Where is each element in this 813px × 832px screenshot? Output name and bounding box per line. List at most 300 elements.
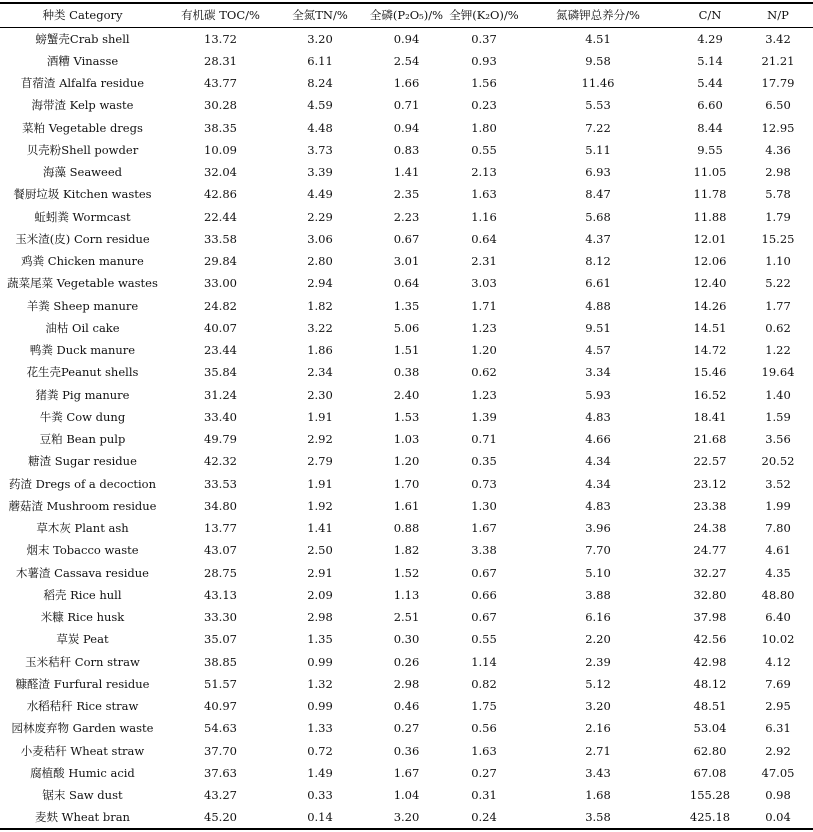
cell-toc: 22.44: [204, 209, 237, 224]
cell-p2o5: 0.46: [393, 699, 420, 714]
cell-tn: 3.73: [307, 142, 333, 157]
cell-np: 1.10: [765, 254, 791, 269]
cell-cn: 11.88: [693, 209, 727, 224]
cell-category: 螃蟹壳Crab shell: [35, 31, 130, 46]
cell-k2o: 0.71: [471, 432, 497, 447]
cell-k2o: 0.93: [471, 53, 497, 68]
cell-p2o5: 0.30: [393, 632, 420, 647]
cell-k2o: 0.37: [471, 31, 497, 46]
cell-p2o5: 1.51: [393, 343, 420, 358]
cell-tn: 2.50: [307, 543, 333, 558]
table-row: [0, 495, 813, 517]
cell-cn: 48.51: [693, 699, 727, 714]
cell-p2o5: 3.01: [393, 254, 420, 269]
cell-p2o5: 1.70: [393, 476, 420, 491]
cell-p2o5: 0.94: [393, 31, 420, 46]
table-row: [0, 718, 813, 740]
cell-cn: 21.68: [693, 432, 727, 447]
cell-category: 糖渣 Sugar residue: [28, 454, 137, 469]
cell-total-npk: 4.51: [585, 31, 611, 46]
cell-toc: 43.07: [204, 543, 237, 558]
cell-toc: 33.00: [204, 276, 237, 291]
cell-cn: 9.55: [697, 142, 723, 157]
cell-cn: 48.12: [693, 676, 727, 691]
cell-k2o: 1.20: [471, 343, 497, 358]
cell-cn: 8.44: [697, 120, 723, 135]
cell-p2o5: 0.27: [393, 721, 420, 736]
cell-category: 花生壳Peanut shells: [26, 365, 139, 380]
cell-tn: 0.72: [307, 743, 333, 758]
cell-cn: 23.38: [693, 498, 727, 513]
table-row: [0, 607, 813, 629]
cell-tn: 2.92: [307, 432, 333, 447]
cell-toc: 30.28: [204, 98, 237, 113]
cell-p2o5: 1.35: [393, 298, 420, 313]
cell-p2o5: 2.98: [393, 676, 420, 691]
cell-k2o: 1.56: [471, 76, 497, 91]
cell-np: 2.92: [765, 743, 791, 758]
table-row: [0, 362, 813, 384]
cell-category: 鸭粪 Duck manure: [29, 343, 136, 358]
cell-np: 1.99: [765, 498, 791, 513]
cell-category: 酒糟 Vinasse: [46, 53, 119, 68]
table-row: [0, 184, 813, 206]
cell-tn: 8.24: [307, 76, 333, 91]
cell-cn: 18.41: [693, 409, 727, 424]
cell-toc: 28.75: [204, 565, 237, 580]
cell-np: 1.40: [765, 387, 791, 402]
cell-category: 糠醛渣 Furfural residue: [15, 676, 150, 691]
cell-np: 48.80: [761, 587, 795, 602]
cell-toc: 29.84: [204, 254, 237, 269]
cell-total-npk: 9.51: [585, 320, 611, 335]
cell-p2o5: 1.53: [393, 409, 420, 424]
cell-total-npk: 4.83: [585, 409, 611, 424]
cell-total-npk: 4.57: [585, 343, 611, 358]
cell-np: 47.05: [761, 765, 795, 780]
cell-k2o: 1.23: [471, 320, 497, 335]
cell-np: 5.78: [765, 187, 791, 202]
cell-k2o: 1.39: [471, 409, 497, 424]
cell-total-npk: 4.34: [585, 476, 611, 491]
cell-total-npk: 4.34: [585, 454, 611, 469]
header-total-npk: 氮磷钾总养分/%: [556, 8, 640, 23]
cell-category: 贝壳粉Shell powder: [26, 142, 139, 157]
cell-p2o5: 1.13: [393, 587, 420, 602]
cell-cn: 12.06: [693, 254, 727, 269]
cell-cn: 11.78: [693, 187, 727, 202]
cell-tn: 1.32: [307, 676, 333, 691]
cell-p2o5: 2.40: [393, 387, 420, 402]
cell-tn: 1.86: [307, 343, 333, 358]
cell-cn: 37.98: [693, 610, 727, 625]
cell-total-npk: 6.16: [585, 610, 611, 625]
cell-category: 腐植酸 Humic acid: [30, 765, 135, 780]
cell-np: 3.56: [765, 432, 791, 447]
table-row: [0, 228, 813, 250]
cell-total-npk: 5.10: [585, 565, 611, 580]
cell-toc: 33.58: [204, 231, 237, 246]
cell-k2o: 3.38: [471, 543, 497, 558]
table-row: [0, 251, 813, 273]
cell-tn: 1.33: [307, 721, 333, 736]
table-row: [0, 340, 813, 362]
table-row: [0, 762, 813, 784]
cell-total-npk: 11.46: [581, 76, 615, 91]
cell-k2o: 0.55: [471, 142, 497, 157]
cell-k2o: 2.31: [471, 254, 497, 269]
cell-tn: 3.39: [307, 165, 333, 180]
table-row: [0, 50, 813, 72]
cell-category: 稻壳 Rice hull: [43, 587, 122, 602]
cell-total-npk: 3.43: [585, 765, 611, 780]
cell-cn: 11.05: [693, 165, 727, 180]
cell-p2o5: 0.67: [393, 231, 420, 246]
cell-total-npk: 4.83: [585, 498, 611, 513]
cell-np: 5.22: [765, 276, 791, 291]
cell-category: 餐厨垃圾 Kitchen wastes: [13, 187, 152, 202]
cell-k2o: 0.27: [471, 765, 497, 780]
cell-k2o: 0.56: [471, 721, 497, 736]
cell-toc: 13.72: [204, 31, 237, 46]
cell-p2o5: 0.64: [393, 276, 420, 291]
cell-category: 猪粪 Pig manure: [35, 387, 130, 402]
cell-p2o5: 1.67: [393, 765, 420, 780]
cell-total-npk: 2.71: [585, 743, 611, 758]
cell-toc: 38.85: [204, 654, 237, 669]
cell-cn: 62.80: [693, 743, 727, 758]
cell-total-npk: 3.58: [585, 810, 611, 825]
cell-np: 17.79: [761, 76, 795, 91]
cell-k2o: 0.82: [471, 676, 497, 691]
cell-cn: 5.14: [697, 53, 723, 68]
cell-category: 玉米秸秆 Corn straw: [25, 654, 140, 669]
cell-toc: 45.20: [204, 810, 237, 825]
cell-total-npk: 3.34: [585, 365, 611, 380]
cell-tn: 2.80: [307, 254, 333, 269]
cell-cn: 6.60: [697, 98, 723, 113]
cell-k2o: 1.14: [471, 654, 497, 669]
cell-tn: 2.29: [307, 209, 333, 224]
cell-category: 麦麸 Wheat bran: [35, 810, 130, 825]
table-row: [0, 28, 813, 50]
cell-category: 油枯 Oil cake: [45, 320, 120, 335]
cell-tn: 0.14: [307, 810, 333, 825]
cell-tn: 3.22: [307, 320, 333, 335]
cell-np: 1.79: [765, 209, 791, 224]
cell-np: 6.40: [765, 610, 791, 625]
cell-toc: 23.44: [204, 343, 237, 358]
cell-category: 蚯蚓粪 Wormcast: [34, 209, 131, 224]
cell-toc: 43.13: [204, 587, 237, 602]
cell-toc: 40.97: [204, 699, 237, 714]
cell-tn: 3.20: [307, 31, 333, 46]
cell-tn: 4.49: [307, 187, 333, 202]
cell-category: 草炭 Peat: [56, 632, 109, 647]
cell-toc: 13.77: [204, 521, 237, 536]
cell-category: 水稻秸秆 Rice straw: [26, 699, 139, 714]
cell-category: 羊粪 Sheep manure: [26, 298, 139, 313]
cell-category: 鸡粪 Chicken manure: [21, 254, 144, 269]
cell-p2o5: 1.82: [393, 543, 420, 558]
cell-cn: 12.40: [693, 276, 727, 291]
cell-total-npk: 7.70: [585, 543, 611, 558]
cell-toc: 35.07: [204, 632, 237, 647]
table-row: [0, 139, 813, 161]
cell-tn: 1.92: [307, 498, 333, 513]
table-row: [0, 95, 813, 117]
cell-toc: 10.09: [204, 142, 237, 157]
cell-category: 小麦秸秆 Wheat straw: [20, 743, 145, 758]
cell-category: 海藻 Seaweed: [42, 165, 122, 180]
cell-p2o5: 1.66: [393, 76, 420, 91]
table-row: [0, 451, 813, 473]
cell-np: 1.77: [765, 298, 791, 313]
table-row: [0, 629, 813, 651]
cell-total-npk: 2.39: [585, 654, 611, 669]
cell-cn: 32.80: [693, 587, 727, 602]
cell-tn: 0.33: [307, 788, 333, 803]
table-row: [0, 540, 813, 562]
cell-toc: 28.31: [204, 53, 237, 68]
cell-toc: 24.82: [204, 298, 237, 313]
cell-category: 蔬菜尾菜 Vegetable wastes: [7, 276, 158, 291]
cell-np: 3.52: [765, 476, 791, 491]
cell-k2o: 1.63: [471, 187, 497, 202]
table-row: [0, 562, 813, 584]
cell-np: 12.95: [761, 120, 795, 135]
cell-tn: 2.91: [307, 565, 333, 580]
cell-np: 4.35: [765, 565, 791, 580]
cell-total-npk: 5.53: [585, 98, 611, 113]
cell-tn: 1.91: [307, 476, 333, 491]
cell-p2o5: 5.06: [393, 320, 420, 335]
cell-p2o5: 3.20: [393, 810, 420, 825]
cell-cn: 32.27: [693, 565, 727, 580]
table-row: [0, 429, 813, 451]
cell-total-npk: 1.68: [585, 788, 611, 803]
cell-category: 菜粕 Vegetable dregs: [22, 120, 143, 135]
cell-total-npk: 4.88: [585, 298, 611, 313]
cell-total-npk: 8.47: [585, 187, 611, 202]
cell-cn: 12.01: [693, 231, 727, 246]
cell-category: 药渣 Dregs of a decoction: [8, 476, 157, 491]
cell-total-npk: 3.96: [585, 521, 611, 536]
header-toc: 有机碳 TOC/%: [181, 8, 260, 23]
cell-p2o5: 0.36: [393, 743, 420, 758]
cell-cn: 42.98: [693, 654, 727, 669]
cell-toc: 43.77: [204, 76, 237, 91]
cell-np: 2.98: [765, 165, 791, 180]
cell-np: 1.59: [765, 409, 791, 424]
cell-p2o5: 1.52: [393, 565, 420, 580]
table-row: [0, 651, 813, 673]
cell-toc: 51.57: [204, 676, 237, 691]
cell-p2o5: 0.88: [393, 521, 420, 536]
cell-toc: 42.32: [204, 454, 237, 469]
cell-p2o5: 0.83: [393, 142, 420, 157]
header-category: 种类 Category: [42, 8, 123, 23]
cell-total-npk: 9.58: [585, 53, 611, 68]
cell-total-npk: 4.66: [585, 432, 611, 447]
cell-np: 0.04: [765, 810, 791, 825]
cell-k2o: 1.30: [471, 498, 497, 513]
cell-k2o: 1.16: [471, 209, 497, 224]
cell-p2o5: 2.23: [393, 209, 420, 224]
cell-p2o5: 2.54: [393, 53, 420, 68]
cell-k2o: 1.80: [471, 120, 497, 135]
cell-tn: 1.82: [307, 298, 333, 313]
cell-cn: 14.72: [693, 343, 727, 358]
cell-k2o: 3.03: [471, 276, 497, 291]
cell-k2o: 1.23: [471, 387, 497, 402]
cell-k2o: 1.63: [471, 743, 497, 758]
cell-np: 0.62: [765, 320, 791, 335]
cell-category: 玉米渣(皮) Corn residue: [15, 231, 150, 246]
cell-total-npk: 2.20: [585, 632, 611, 647]
cell-total-npk: 6.93: [585, 165, 611, 180]
cell-cn: 42.56: [693, 632, 727, 647]
cell-category: 海带渣 Kelp waste: [31, 98, 134, 113]
cell-tn: 2.09: [307, 587, 333, 602]
cell-total-npk: 5.11: [585, 142, 611, 157]
cell-k2o: 0.67: [471, 610, 497, 625]
cell-category: 米糠 Rice husk: [40, 610, 125, 625]
cell-k2o: 0.73: [471, 476, 497, 491]
table-row: [0, 273, 813, 295]
cell-tn: 1.49: [307, 765, 333, 780]
header-np: N/P: [767, 8, 789, 23]
table-row: [0, 696, 813, 718]
table-row: [0, 406, 813, 428]
cell-k2o: 1.75: [471, 699, 497, 714]
cell-np: 7.80: [765, 521, 791, 536]
cell-np: 0.98: [765, 788, 791, 803]
cell-np: 4.12: [765, 654, 791, 669]
cell-cn: 67.08: [693, 765, 727, 780]
cell-k2o: 0.64: [471, 231, 497, 246]
cell-cn: 15.46: [693, 365, 727, 380]
cell-toc: 40.07: [204, 320, 237, 335]
table-row: [0, 317, 813, 339]
cell-cn: 425.18: [689, 810, 731, 825]
cell-total-npk: 3.20: [585, 699, 611, 714]
cell-cn: 23.12: [693, 476, 727, 491]
cell-np: 10.02: [761, 632, 795, 647]
cell-np: 20.52: [761, 454, 795, 469]
cell-tn: 3.06: [307, 231, 333, 246]
cell-toc: 38.35: [204, 120, 237, 135]
table-row: [0, 162, 813, 184]
cell-category: 锯末 Saw dust: [42, 788, 123, 803]
cell-p2o5: 1.61: [393, 498, 420, 513]
cell-category: 豆粕 Bean pulp: [39, 432, 126, 447]
header-cn: C/N: [698, 8, 722, 23]
cell-p2o5: 0.94: [393, 120, 420, 135]
cell-category: 木薯渣 Cassava residue: [16, 565, 149, 580]
cell-tn: 2.94: [307, 276, 333, 291]
cell-k2o: 1.71: [471, 298, 497, 313]
cell-tn: 2.34: [307, 365, 333, 380]
cell-toc: 35.84: [204, 365, 237, 380]
table-row: [0, 73, 813, 95]
table-row: [0, 584, 813, 606]
cell-toc: 32.04: [204, 165, 237, 180]
cell-k2o: 0.66: [471, 587, 497, 602]
table-row: [0, 117, 813, 139]
cell-tn: 1.35: [307, 632, 333, 647]
cell-toc: 49.79: [204, 432, 237, 447]
cell-category: 蘑菇渣 Mushroom residue: [8, 498, 157, 513]
cell-toc: 33.40: [204, 409, 237, 424]
cell-category: 园林废弃物 Garden waste: [11, 721, 154, 736]
header-tn: 全氮TN/%: [292, 8, 348, 23]
cell-cn: 4.29: [697, 31, 723, 46]
cell-np: 2.95: [765, 699, 791, 714]
cell-k2o: 1.67: [471, 521, 497, 536]
cell-tn: 0.99: [307, 699, 333, 714]
cell-p2o5: 1.20: [393, 454, 420, 469]
cell-p2o5: 0.26: [393, 654, 420, 669]
header-p2o5: 全磷(P₂O₅)/%: [369, 8, 444, 23]
cell-category: 苜蓿渣 Alfalfa residue: [20, 76, 145, 91]
cell-tn: 2.79: [307, 454, 333, 469]
cell-tn: 4.48: [307, 120, 333, 135]
cell-k2o: 0.24: [471, 810, 497, 825]
cell-tn: 2.30: [307, 387, 333, 402]
cell-toc: 54.63: [204, 721, 237, 736]
cell-toc: 34.80: [204, 498, 237, 513]
cell-np: 21.21: [761, 53, 795, 68]
cell-np: 6.50: [765, 98, 791, 113]
cell-total-npk: 6.61: [585, 276, 611, 291]
cell-tn: 2.98: [307, 610, 333, 625]
table-row: [0, 206, 813, 228]
cell-k2o: 0.23: [471, 98, 497, 113]
cell-cn: 24.77: [693, 543, 727, 558]
cell-toc: 37.70: [204, 743, 237, 758]
cell-np: 4.36: [765, 142, 791, 157]
cell-toc: 43.27: [204, 788, 237, 803]
cell-np: 4.61: [765, 543, 791, 558]
cell-p2o5: 1.41: [393, 165, 420, 180]
cell-total-npk: 5.68: [585, 209, 611, 224]
cell-cn: 24.38: [693, 521, 727, 536]
cell-toc: 31.24: [204, 387, 237, 402]
cell-total-npk: 4.37: [585, 231, 611, 246]
cell-np: 1.22: [765, 343, 791, 358]
cell-category: 烟末 Tobacco waste: [26, 543, 139, 558]
cell-cn: 5.44: [697, 76, 723, 91]
cell-toc: 33.30: [204, 610, 237, 625]
cell-tn: 0.99: [307, 654, 333, 669]
cell-tn: 6.11: [307, 53, 333, 68]
cell-p2o5: 0.71: [393, 98, 420, 113]
cell-cn: 155.28: [689, 788, 731, 803]
cell-total-npk: 8.12: [585, 254, 611, 269]
cell-cn: 14.51: [693, 320, 727, 335]
cell-tn: 4.59: [307, 98, 333, 113]
table-row: [0, 518, 813, 540]
table-row: [0, 785, 813, 807]
cell-tn: 1.41: [307, 521, 333, 536]
cell-p2o5: 1.03: [393, 432, 420, 447]
cell-k2o: 0.62: [471, 365, 497, 380]
table-row: [0, 295, 813, 317]
cell-cn: 22.57: [693, 454, 727, 469]
header-k2o: 全钾(K₂O)/%: [449, 8, 519, 23]
cell-total-npk: 7.22: [585, 120, 611, 135]
